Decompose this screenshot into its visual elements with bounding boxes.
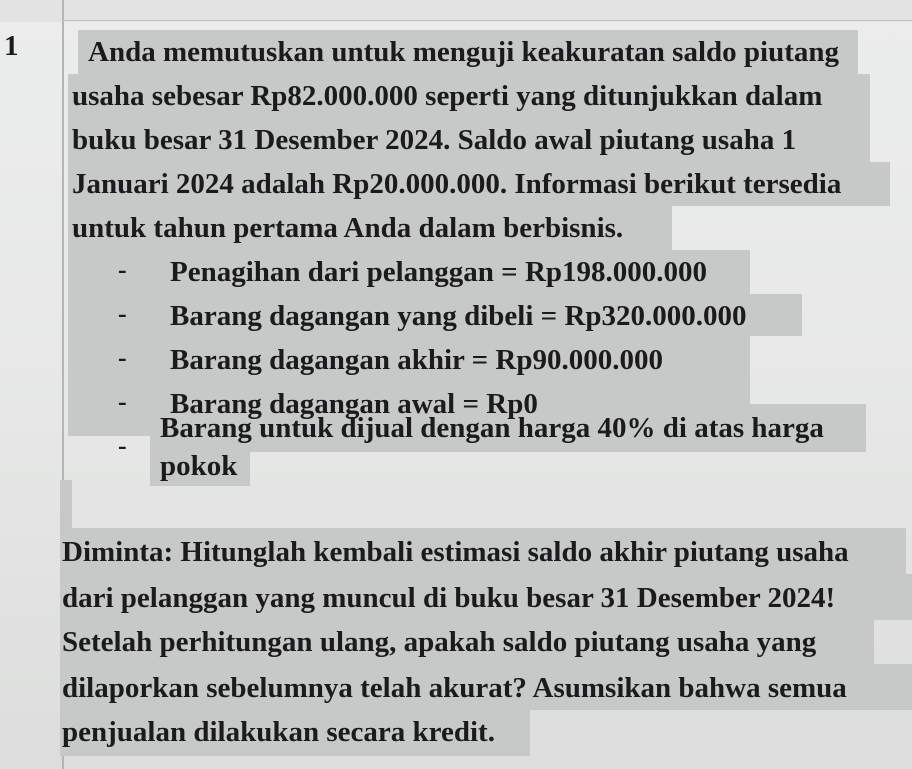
task-line: Setelah perhitungan ulang, apakah saldo piutang usaha yang xyxy=(62,626,817,658)
question-number: 1 xyxy=(4,30,19,62)
bullet-dash: - xyxy=(118,343,127,372)
bullet-dash: - xyxy=(118,387,127,416)
task-line: penjualan dilakukan secara kredit. xyxy=(62,716,495,748)
bullet-dash: - xyxy=(118,299,127,328)
intro-line: usaha sebesar Rp82.000.000 seperti yang ditunjukkan dalam xyxy=(72,80,823,112)
item-label: Barang dagangan yang dibeli xyxy=(170,300,534,332)
bullet-dash: - xyxy=(118,431,127,460)
item-equals: = xyxy=(455,388,487,420)
list-item xyxy=(170,298,747,334)
list-item xyxy=(170,342,663,378)
item-equals: = xyxy=(464,344,496,376)
top-margin xyxy=(0,0,912,22)
task-line: dilaporkan sebelumnya telah akurat? Asumsikan bahwa semua xyxy=(62,672,847,704)
list-item xyxy=(170,254,707,290)
intro-line: Januari 2024 adalah Rp20.000.000. Informasi berikut tersedia xyxy=(72,168,842,200)
intro-line: buku besar 31 Desember 2024. Saldo awal piutang usaha 1 xyxy=(72,124,797,156)
item-label: Barang dagangan awal xyxy=(170,388,456,420)
highlight-band xyxy=(60,480,72,532)
item-value: Rp90.000.000 xyxy=(495,344,663,376)
highlight-band xyxy=(68,384,80,428)
bullet-dash: - xyxy=(118,255,127,284)
item-equals: = xyxy=(493,256,525,288)
list-item-continuation: pokok xyxy=(160,450,238,482)
intro-line: Anda memutuskan untuk menguji keakuratan saldo piutang xyxy=(88,36,839,68)
task-line: Diminta: Hitunglah kembali estimasi saldo akhir piutang usaha xyxy=(62,536,849,568)
item-label: Penagihan dari pelanggan xyxy=(170,256,494,288)
horizontal-rule xyxy=(62,20,912,21)
item-value: Rp320.000.000 xyxy=(564,300,747,332)
intro-line: untuk tahun pertama Anda dalam berbisnis. xyxy=(72,212,624,244)
task-line: dari pelanggan yang muncul di buku besar 31 Desember 2024! xyxy=(62,582,836,614)
item-value: Rp198.000.000 xyxy=(524,256,708,288)
list-item: Barang untuk dijual dengan harga 40% di atas harga xyxy=(160,412,824,444)
item-label: Barang dagangan akhir xyxy=(170,344,465,376)
item-equals: = xyxy=(533,300,565,332)
item-value: Rp0 xyxy=(486,388,538,420)
